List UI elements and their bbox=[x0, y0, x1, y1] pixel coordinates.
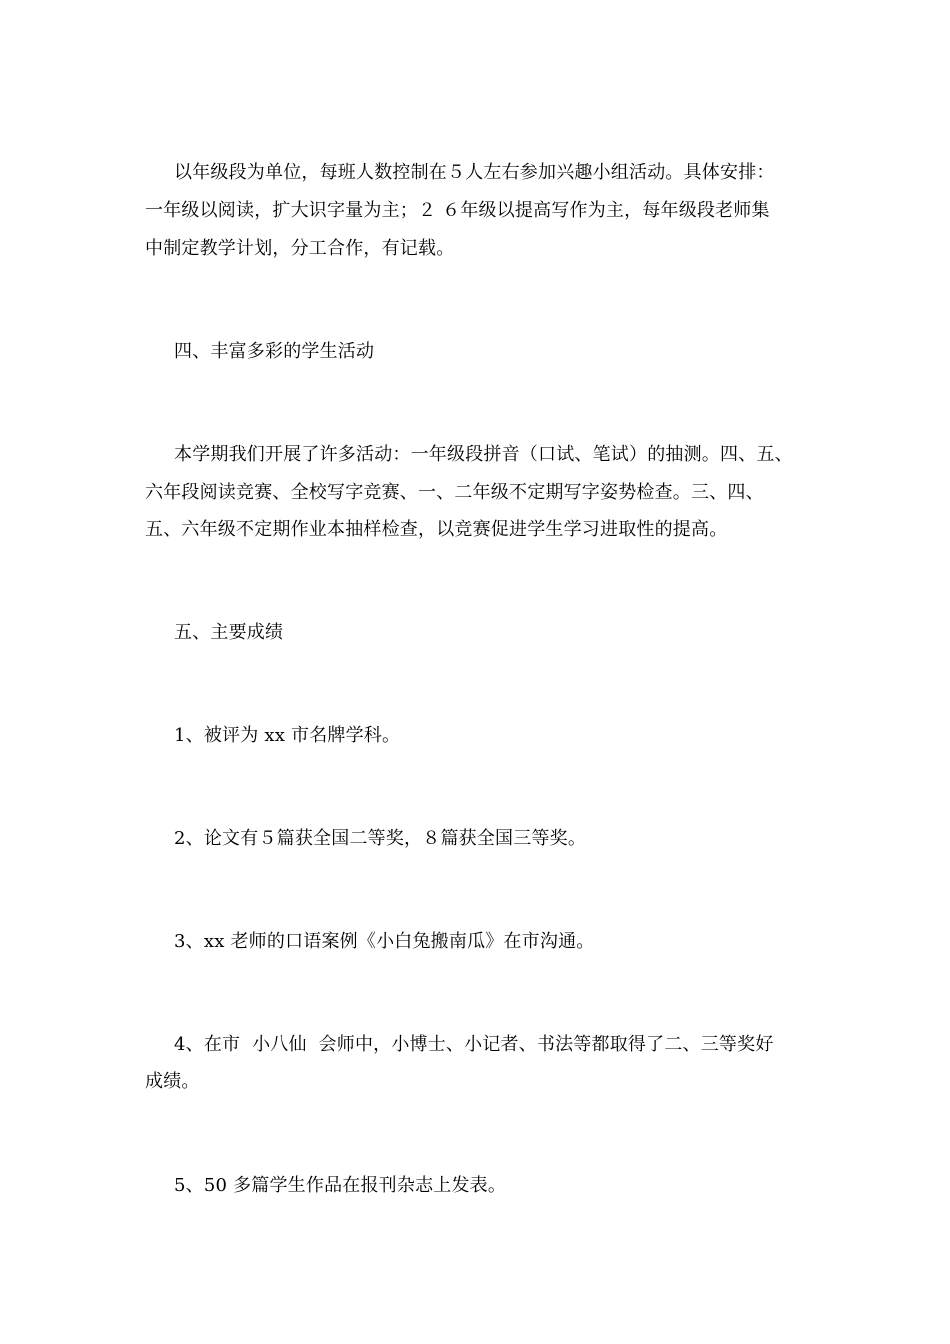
text-line: 一年级以阅读，扩大识字量为主；２ ６年级以提高写作为主，每年级段老师集 bbox=[145, 200, 770, 221]
list-item-1: 1、被评为 xx 市名牌学科。 bbox=[174, 725, 401, 746]
text-line: 六年段阅读竞赛、全校写字竞赛、一、二年级不定期写字姿势检查。三、四、 bbox=[145, 482, 764, 503]
text-line: 中制定教学计划，分工合作，有记载。 bbox=[145, 238, 455, 259]
section-heading-4: 四、丰富多彩的学生活动 bbox=[174, 341, 375, 362]
text-line: 本学期我们开展了许多活动：一年级段拼音（口试、笔试）的抽测。四、五、 bbox=[174, 444, 793, 465]
section-heading-5: 五、主要成绩 bbox=[174, 622, 284, 643]
text-line: 五、六年级不定期作业本抽样检查，以竞赛促进学生学习进取性的提高。 bbox=[145, 519, 728, 540]
text-line: 4、在市 小八仙 会师中，小博士、小记者、书法等都取得了二、三等奖好 bbox=[174, 1034, 774, 1055]
list-item-5: 5、50 多篇学生作品在报刊杂志上发表。 bbox=[174, 1175, 507, 1196]
text-line: 成绩。 bbox=[145, 1071, 200, 1092]
text-line: 以年级段为单位，每班人数控制在５人左右参加兴趣小组活动。具体安排： bbox=[174, 162, 775, 183]
list-item-2: 2、论文有５篇获全国二等奖，８篇获全国三等奖。 bbox=[174, 828, 587, 849]
list-item-3: 3、xx 老师的口语案例《小白兔搬南瓜》在市沟通。 bbox=[174, 931, 595, 952]
